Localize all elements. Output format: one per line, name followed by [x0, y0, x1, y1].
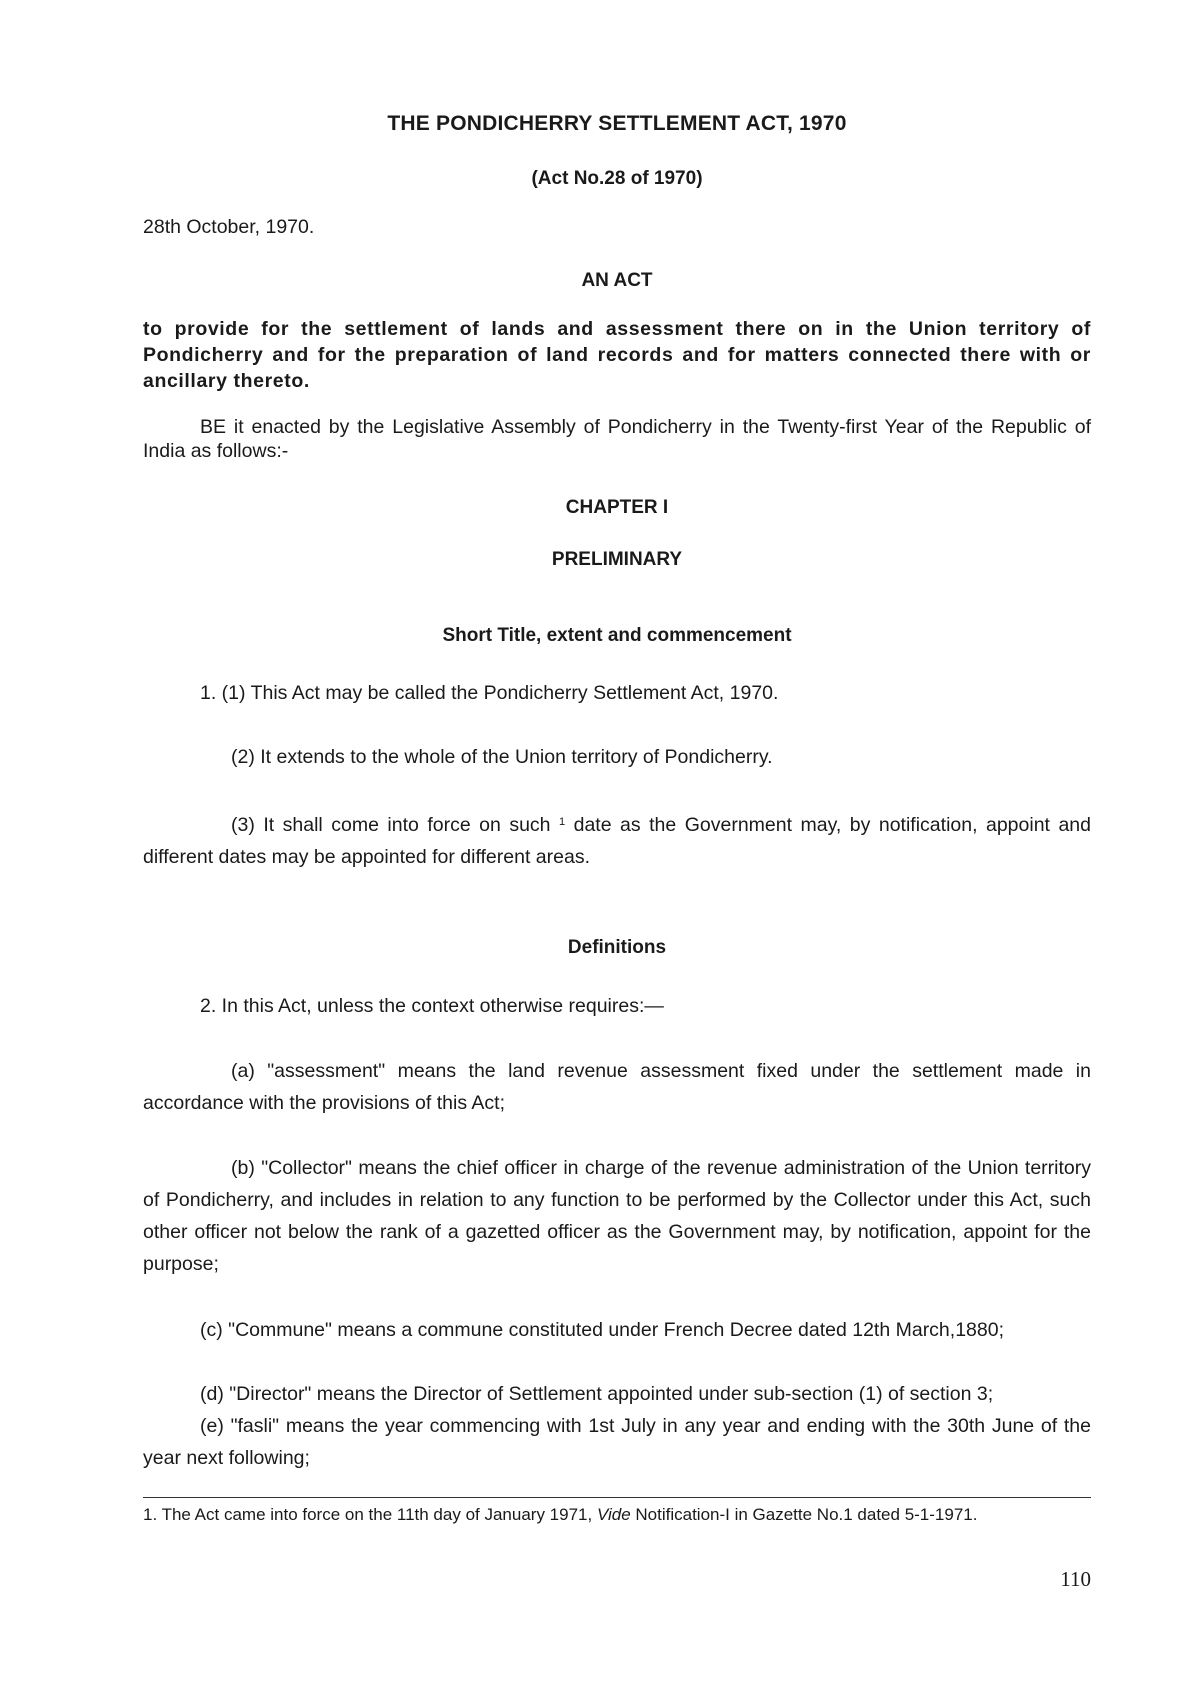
- section-1-subsection-3: [143, 806, 1091, 873]
- footnote: [143, 1505, 1091, 1525]
- definition-c: (c) "Commune" means a commune constituted under French Decree dated 12th March,1880;: [200, 1319, 1004, 1341]
- subsection-3-text-end: date as the Government may, by notification, appoint and different dates may be appointed for different areas.: [143, 814, 1091, 868]
- subsection-3-text-start: (3) It shall come into force on such: [231, 814, 559, 836]
- footnote-italic: Vide: [596, 1505, 631, 1524]
- definition-b: (b) "Collector" means the chief officer in charge of the revenue administration of the Union territory of Pondicherry, and includes in relation to any function to be performed by the Collector under this Act, such other officer not below the rank of a gazetted officer as the Government may, by notification, appoint for the purpose;: [143, 1157, 1091, 1275]
- footnote-marker: 1: [559, 816, 566, 828]
- definition-a: (a) "assessment" means the land revenue assessment fixed under the settlement made in accordance with the provisions of this Act;: [143, 1060, 1091, 1114]
- long-title: to provide for the settlement of lands and assessment there on in the Union territory of Pondicherry and for the preparation of land records and for matters connected there with or ancillary thereto.: [143, 318, 1091, 392]
- section-1-heading: Short Title, extent and commencement: [442, 625, 792, 646]
- definition-d: (d) "Director" means the Director of Settlement appointed under sub-section (1) of section 3;: [200, 1383, 994, 1405]
- document-page: [143, 0, 1091, 1698]
- footnote-text-start: 1. The Act came into force on the 11th day of January 1971,: [143, 1505, 597, 1524]
- act-title: THE PONDICHERRY SETTLEMENT ACT, 1970: [387, 112, 847, 135]
- page-number: 110: [1060, 1567, 1091, 1591]
- chapter-name: PRELIMINARY: [551, 549, 683, 570]
- section-1-subsection-1: 1. (1) This Act may be called the Pondicherry Settlement Act, 1970.: [200, 682, 779, 704]
- an-act-heading: AN ACT: [581, 270, 653, 291]
- section-1-subsection-2: (2) It extends to the whole of the Union territory of Pondicherry.: [231, 746, 773, 768]
- act-number: (Act No.28 of 1970): [531, 168, 703, 189]
- footnote-text-end: Notification-I in Gazette No.1 dated 5-1-1971.: [630, 1505, 978, 1524]
- definition-e: (e) "fasli" means the year commencing with 1st July in any year and ending with the 30th June of the year next following;: [143, 1415, 1091, 1469]
- enacting-clause: BE it enacted by the Legislative Assembly of Pondicherry in the Twenty-first Year of the Republic of India as follows:-: [143, 416, 1091, 462]
- act-date: 28th October, 1970.: [143, 216, 315, 238]
- chapter-label: CHAPTER I: [565, 497, 669, 518]
- section-2-intro: 2. In this Act, unless the context otherwise requires:—: [200, 995, 664, 1017]
- footnote-divider: [143, 1497, 1091, 1498]
- section-2-heading: Definitions: [567, 937, 667, 958]
